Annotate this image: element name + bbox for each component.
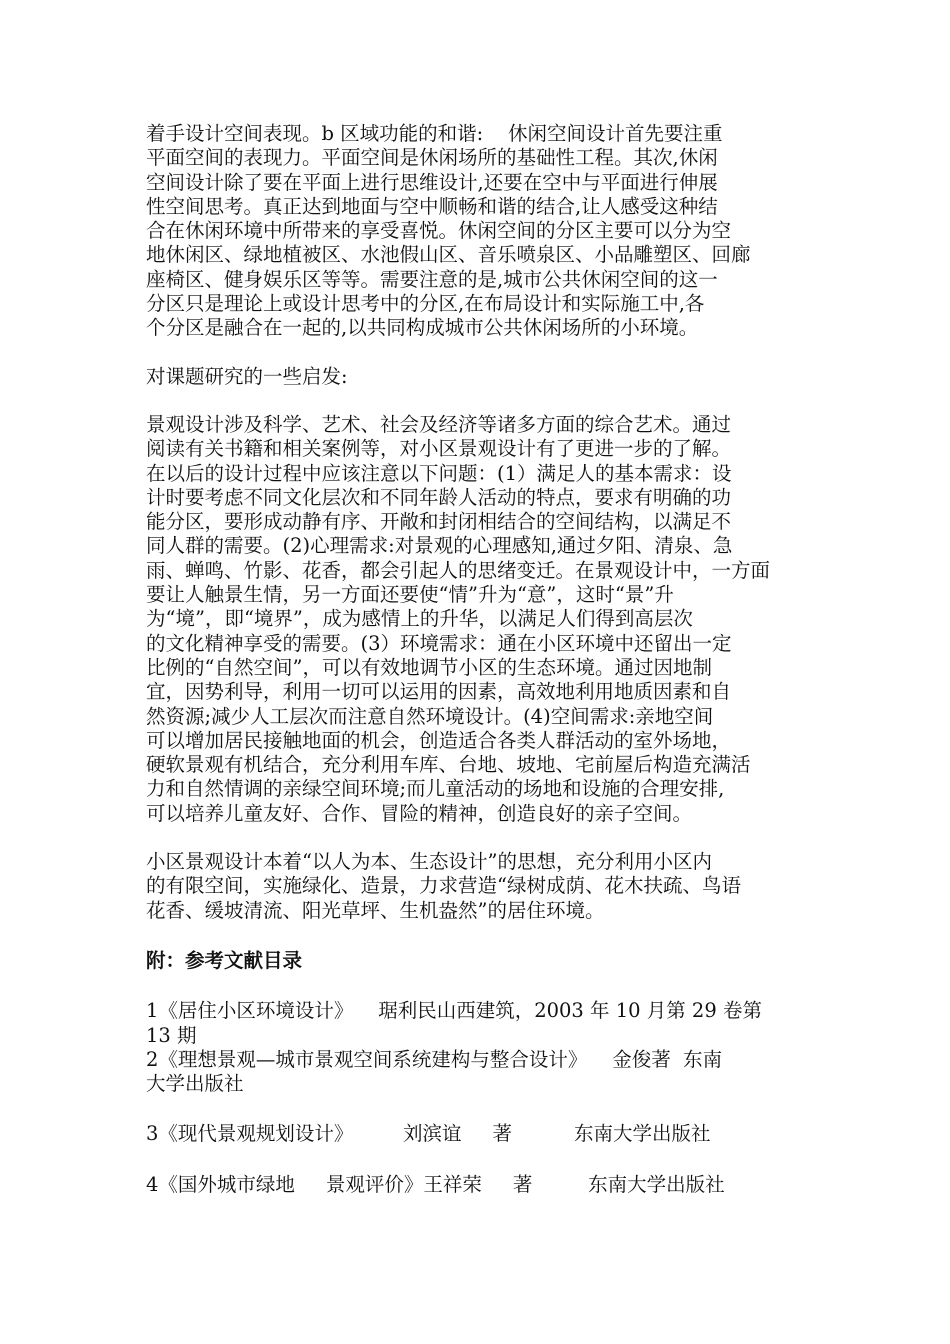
reference-item-2 (146, 1048, 822, 1097)
text-line: 个分区是融合在一起的,以共同构成城市公共休闲场所的小环境。 (146, 316, 699, 340)
text-line: 雨、蝉鸣、竹影、花香，都会引起人的思绪变迁。在景观设计中，一方面 (146, 558, 771, 582)
reference-item-1 (146, 999, 822, 1048)
text-line: 地休闲区、绿地植被区、水池假山区、音乐喷泉区、小品雕塑区、回廊 (146, 243, 751, 267)
paragraph-landscape-design (146, 413, 822, 826)
text-line: 要让人触景生情，另一方面还要使“情”升为“意”，这时“景”升 (146, 583, 674, 607)
text-line: 平面空间的表现力。平面空间是休闲场所的基础性工程。其次,休闲 (146, 146, 718, 170)
text-line: 计时要考虑不同文化层次和不同年龄人活动的特点，要求有明确的功 (146, 485, 732, 509)
reference-item-4: 4《国外城市绿地 景观评价》王祥荣 著 东南大学出版社 (146, 1172, 725, 1196)
text-line: 小区景观设计本着“以人为本、生态设计”的思想，充分利用小区内 (146, 850, 712, 874)
paragraph-community-landscape (146, 850, 822, 923)
text-line: 可以培养儿童友好、合作、冒险的精神，创造良好的亲子空间。 (146, 801, 693, 825)
text-line: 景观设计涉及科学、艺术、社会及经济等诸多方面的综合艺术。通过 (146, 412, 732, 436)
reference-line: 大学出版社 (146, 1072, 244, 1096)
section-heading-inspiration: 对课题研究的一些启发: (146, 364, 348, 388)
text-line: 力和自然情调的亲绿空间环境;而儿童活动的场地和设施的合理安排, (146, 777, 725, 801)
text-line: 宜，因势利导，利用一切可以运用的因素，高效地利用地质因素和自 (146, 680, 732, 704)
text-line: 可以增加居民接触地面的机会，创造适合各类人群活动的室外场地， (146, 728, 732, 752)
text-line: 阅读有关书籍和相关案例等，对小区景观设计有了更进一步的了解。 (146, 437, 732, 461)
text-line: 硬软景观有机结合，充分利用车库、台地、坡地、宅前屋后构造充满活 (146, 753, 751, 777)
text-line: 空间设计除了要在平面上进行思维设计,还要在空中与平面进行伸展 (146, 170, 718, 194)
references-title: 附：参考文献目录 (146, 948, 303, 972)
text-line: 能分区，要形成动静有序、开敞和封闭相结合的空间结构，以满足不 (146, 510, 732, 534)
text-line: 比例的“自然空间”，可以有效地调节小区的生态环境。通过因地制 (146, 655, 712, 679)
text-line: 着手设计空间表现。b 区域功能的和谐: 休闲空间设计首先要注重 (146, 122, 723, 145)
text-line: 性空间思考。真正达到地面与空中顺畅和谐的结合,让人感受这种结 (146, 194, 718, 218)
text-line: 在以后的设计过程中应该注意以下问题：(1）满足人的基本需求：设 (146, 461, 732, 485)
text-line: 座椅区、健身娱乐区等等。需要注意的是,城市公共休闲空间的这一 (146, 267, 718, 291)
reference-item-3: 3《现代景观规划设计》 刘滨谊 著 东南大学出版社 (146, 1122, 711, 1146)
text-line: 分区只是理论上或设计思考中的分区,在布局设计和实际施工中,各 (146, 292, 705, 316)
text-line: 然资源;减少人工层次而注意自然环境设计。(4)空间需求:亲地空间 (146, 704, 714, 728)
text-line: 的有限空间，实施绿化、造景，力求营造“绿树成荫、花木扶疏、鸟语 (146, 874, 741, 898)
reference-line: 1《居住小区环境设计》 琚利民山西建筑，2003 年 10 月第 29 卷第 (146, 999, 762, 1023)
text-line: 为“境”，即“境界”，成为感情上的升华，以满足人们得到高层次 (146, 607, 693, 631)
paragraph-leisure-space (146, 122, 822, 341)
document-page (146, 122, 822, 1197)
text-line: 同人群的需要。(2)心理需求:对景观的心理感知,通过夕阳、清泉、急 (146, 534, 733, 558)
text-line: 的文化精神享受的需要。(3）环境需求：通在小区环境中还留出一定 (146, 631, 732, 655)
reference-line: 13 期 (146, 1023, 197, 1047)
text-line: 花香、缓坡清流、阳光草坪、生机盎然”的居住环境。 (146, 898, 605, 922)
reference-line: 2《理想景观—城市景观空间系统建构与整合设计》 金俊著 东南 (146, 1047, 723, 1071)
text-line: 合在休闲环境中所带来的享受喜悦。休闲空间的分区主要可以分为空 (146, 219, 732, 243)
